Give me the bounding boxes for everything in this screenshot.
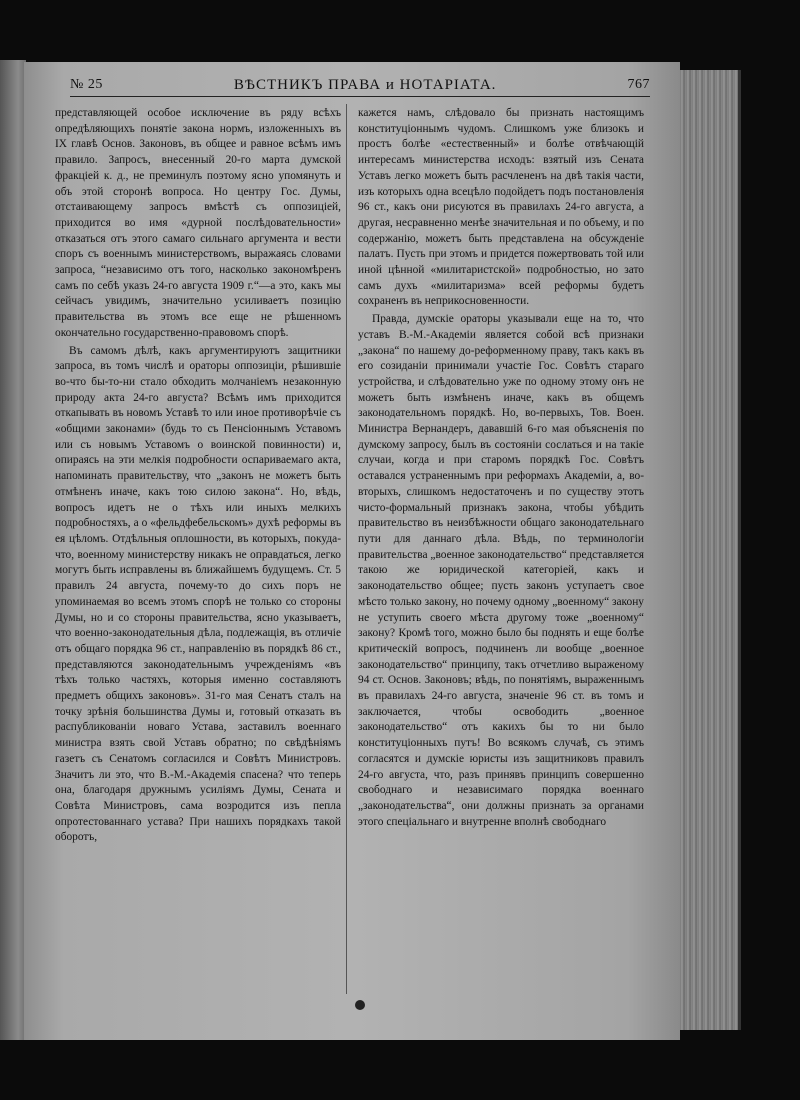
paragraph: Правда, думскіе ораторы указывали еще на то, что уставъ В.-М.-Академіи является собой всѣ признаки „закона“ по нашему до-реформенному праву, такъ какъ въ его созиданіи принимали участіе Гос. Совѣтъ стараго устройства, и слѣдовательно уже по одному этому онъ не можетъ быть измѣненъ иначе, какъ въ общемъ законодательномъ порядкѣ. Но, во-первыхъ, Тов. Воен. Министра Вернандеръ, дававшій 6-го мая объясненія по думскому запросу, былъ въ состояніи сослаться и на такіе случаи, когда и при старомъ порядкѣ Гос. Совѣтъ оставался устраненнымъ при реформахъ Академіи, а, во-вторыхъ, слишкомъ недостаточенъ и по существу этотъ чисто-формальный признакъ закона, чтобы убѣдить правительство въ неизбѣжности общаго законодательнаго пути для даннаго дѣла. Вѣдь, по терминологіи правительства „военное законодательство“ представляется такою же юридической категоріей, какъ и законодательство общее; пусть законъ уступаетъ свое мѣсто только закону, но почему одному „военному“ закону не уступить своего мѣста другому тоже „военному“ закону? Кромѣ того, можно было бы поднять и еще болѣе критическій вопросъ, подчиненъ ли вообще „военное законодательство“ принципу, такъ отчетливо выраженому 94 ст. Основ. Законовъ; вѣдь, по понятіямъ, выраженнымъ въ правилахъ 24-го августа, значеніе 96 ст. въ томъ и заключается, чтобы освободить „военное законодательство“ отъ какихъ бы то ни было конституціонныхъ путъ! Во всякомъ случаѣ, съ этимъ согласятся и думскіе юристы изъ защитниковъ правилъ 24-го августа, что, разъ принявъ принципъ совершенно свободнаго и независимаго порядка военнаго „законодательства“, они должны признать за органами этого спеціальнаго и внутренне вполнѣ свободнаго — [358, 313, 644, 828]
paragraph: кажется намъ, слѣдовало бы признать настоящимъ конституціоннымъ чудомъ. Слишкомъ уже близокъ и простъ болѣе «естественный» и болѣе отвѣчающій интересамъ министерства исходъ: взятый изъ Сената Уставъ легко можетъ быть расчлененъ на двѣ такія части, изъ которыхъ одна всецѣло подойдетъ подъ постановленія 96 ст., какъ они рисуются въ правилахъ 24-го августа, а другая, несравненно менѣе значительная и по объему, и по содержанію, можетъ быть представлена на обсужденіе палатъ. Пусть при этомъ и придется пожертвовать той или иной цѣнной «милитаристской» подробностью, но зато самъ духъ «милитаризма» всей реформы будетъ сохраненъ въ неприкосновенности. — [358, 107, 644, 308]
ink-spot — [355, 1000, 365, 1010]
journal-title: ВѢСТНИКЪ ПРАВА и НОТАРІАТА. — [233, 76, 497, 93]
right-column — [358, 106, 644, 830]
column-divider — [346, 104, 347, 994]
issue-number: № 25 — [70, 77, 103, 92]
page-number: 767 — [627, 77, 650, 92]
book-spine-left — [0, 60, 26, 1040]
journal-page — [24, 62, 680, 1040]
paragraph: представляющей особое исключение въ ряду всѣхъ опредѣляющихъ понятіе закона нормъ, изложенныхъ въ IX главѣ Основ. Законовъ, въ общее и равное всѣмъ имъ правило. Запросъ, внесенный 20-го марта думской фракціей к. д., не преминулъ поэтому ясно упомянуть и объ этой сторонѣ вопроса. Но центру Гос. Думы, отстаивающему запросъ вмѣстѣ съ оппозиціей, приходится во имя «дурной послѣдовательности» отказаться отъ этого самаго сильнаго аргумента и вести споръ съ военнымъ министерствомъ, выражаясь словами запроса, “независимо отъ того, насколько закономѣренъ самъ по себѣ указъ 24-го августа 1909 г.“—а это, какъ мы сейчасъ увидимъ, значительно усиливаетъ позицію правительства въ этомъ все еще не рѣшенномъ окончательно государственно-правовомъ спорѣ. — [55, 107, 341, 339]
paragraph: Въ самомъ дѣлѣ, какъ аргументируютъ защитники запроса, въ томъ числѣ и ораторы оппозиціи, рѣшившіе во-что бы-то-ни стало обходить молчаніемъ незаконную природу акта 24-го августа? Всѣмъ имъ приходится откапывать въ новомъ Уставѣ то или иное противорѣчіе съ «общими законами» (будь то съ Пенсіоннымъ Уставомъ или съ новымъ Уставомъ о воинской повинности) и, опираясь на эти мелкія подробности оспариваемаго акта, напоминать правительству, что „законъ не можетъ быть отмѣненъ иначе, какъ тою силою закона“. Но, вѣдь, вопросъ идетъ не о тѣхъ или иныхъ мелкихъ подробностяхъ, а о «фельдфебельскомъ» духѣ реформы въ ея цѣломъ. Отдѣльныя оплошности, въ которыхъ, покуда-что, военному министерству никакъ не оправдаться, легко могутъ быть исправлены въ ближайшемъ будущемъ. Ст. 5 правилъ 24 августа, почему-то до сихъ поръ не упоминаемая во всемъ этомъ спорѣ не только со стороны Думы, но и со стороны правительства, ясно указываетъ, что военно-законодательныя дѣла, подлежащія, въ отличіе отъ общаго порядка 96 ст., направленію въ порядкѣ 86 ст., представляются законодательнымъ учрежденіямъ «въ тѣхъ только частяхъ, которыя именно составляютъ предметъ общихъ законовъ». 31-го мая Сенатъ сталъ на точку зрѣнія большинства Думы и, готовый отказать въ распубликованіи новаго Устава, заставилъ военнаго министра взять свой Уставъ обратно; по свѣдѣніямъ газетъ съ Сенатомъ согласился и Совѣтъ Министровъ. Значитъ ли это, что В.-М.-Академія спасена? что теперь она, благодаря дружнымъ усиліямъ Думы, Сената и Совѣта Министровъ, сама возродится изъ пепла опротестованнаго устава? При нашихъ порядкахъ такой оборотъ, — [55, 344, 341, 844]
page-edges — [680, 70, 741, 1030]
running-header — [70, 74, 650, 97]
left-column — [55, 106, 341, 846]
